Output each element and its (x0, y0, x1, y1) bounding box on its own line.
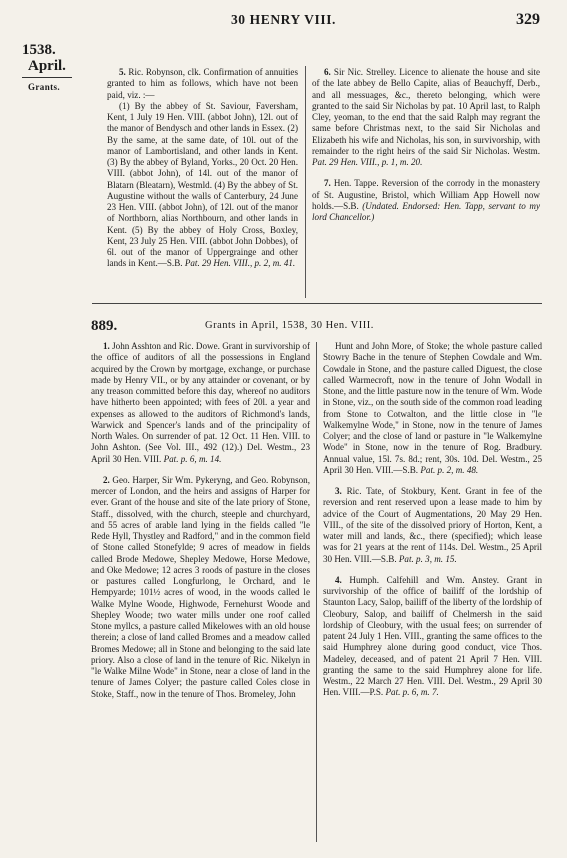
grant-entry (107, 101, 298, 270)
grant-entry (312, 178, 540, 223)
entry-number: 5. (119, 67, 126, 77)
entry-text: Ric. Tate, of Stokbury, Kent. Grant in fee of the reversion and rent reserved upon a lease made to him by advice of the Court of Augmentations, 20 May 29 Hen. VIII., of the site of the dissolved priory of Horton, Kent, a water mill and lands, &c., there (specified); which lease was for 21 years at the rent of 114s. Del. Westm., 25 April 30 Hen. VIII.—S.B. (323, 486, 542, 564)
entry-reference: Pat. p. 2, m. 48. (420, 464, 479, 475)
entry-text: John Asshton and Ric. Dowe. Grant in survivorship of the office of auditors of all the possessions in England acquired by the Crown by mortgage, exchange, or purchase made by Henry VII., or by any attainder or covenant, or by any treason committed before this day, whereof no auditors have hitherto been appointed; with fees of 20l. a year and expenses as allowed to the auditors of Richmond's lands, Warwick and Spencer's lands and of the principality of North Wales. On surrender of pat. 12 Oct. 11 Hen. VIII. to John Ashton. (See Vol. III., 492 (12).) Del. Westm., 23 April 30 Hen. VIII. (91, 341, 310, 464)
entry-gap (312, 168, 540, 178)
grant-entry (91, 475, 310, 700)
grant-entry (323, 341, 542, 476)
margin-section-label: Grants. (28, 82, 61, 92)
margin-year: 1538. (22, 42, 56, 58)
entry-text: Humph. Calfehill and Wm. Anstey. Grant in survivorship of the office of bailiff of the lordship of Staunton Lacy, Salop, bailiff of the liberty of the lordship of Cleobury, Salop, and bailiff of Chelmersh in the said lordship of Cleobury, with the usual fees; on surrender of patent 24 July 1 Hen. VIII., granting the same offices to the said Humphrey alone during good conduct, vice Thos. Madeley, deceased, and of patent 21 April 7 Hen. VIII. granting the same to the said Humphrey alone for life. Westm., 22 March 27 Hen. VIII. Del. Westm., 29 April 30 Hen. VIII.—P.S. (323, 574, 542, 698)
margin-month: April. (28, 58, 66, 74)
grant-entry (323, 575, 542, 699)
running-title: 30 HENRY VIII. (230, 12, 337, 27)
entry-text: (1) By the abbey of St. Saviour, Faversham, Kent, 1 July 19 Hen. VIII. (abbot John), 12l. out of the manor of Bendysch and other lands in Essex. (2) By the same, at the same date, of 10l. out of the manor of Lambortisland, and other lands in Kent. (3) By the abbey of Byland, Yorks., 20 Oct. 20 Hen. VIII. (abbot John), of 14l. out of the manor of Blatarn (Bleatarn), Westmld. (4) By the abbey of St. Augustine without the walls of Canterbury, 24 June 23 Hen. VIII. (abbot John), of 12l. out of the manor of Northborn, alias Northbourn, and other lands in Kent. (5) By the abbey of Holy Cross, Boxley, Kent, 23 July 25 Hen. VIII. (abbot John Dobbes), of 6l. out of the manor of Uppergrainge and other lands in Kent.—S.B. (107, 100, 298, 269)
page-header (0, 12, 567, 36)
grant-entry (107, 67, 298, 101)
entry-reference: Pat. p. 6, m. 14. (163, 453, 222, 464)
entry-gap (323, 565, 542, 575)
entry-gap (91, 465, 310, 475)
entry-text: Hunt and John More, of Stoke; the whole pasture called Stowry Bache in the tenure of Stephen Cowdale and Wm. Cowdale in Stone, and the pasture called Diguest, the close called Warmecroft, now in the tenure of John Wodall in Stone, and the little pasture now in the tenure of Wm. Wode in Stone, viz., on the south side of the common road leading from Stone to Cotwalton, and the little close in "le Walkemylne Wode," in Stone, now in the tenure of James Colyer; and the close of land or pasture in "le Walkemylne Wode" in Stone, now in the tenure of Rog. Bradbury. Annual value, 15l. 7s. 8d.; rent, 30s. 10d. Del. Westm., 25 April 30 Hen. VIII.—S.B. (323, 341, 542, 475)
entry-number: 7. (324, 178, 331, 189)
page-number: 329 (516, 11, 540, 28)
entry-text: Sir Nic. Strelley. Licence to alienate the house and site of the late abbey de Bello Capite, alias of Beauchyff, Derb., and all messuages, &c., thereto belonging, which were granted to the said Sir Nicholas by pat. 10 April last, to Ralph Cley, yeoman, to the end that the said Ralph may regrant the same before Christmas next, to the said Sir Nicholas and Elizabeth his wife and Nicholas, his son, in survivorship, with remainder to the right heirs of the said Sir Nicholas. Westm. (312, 67, 540, 156)
top-right-column (312, 67, 540, 223)
grant-entry (323, 486, 542, 565)
entry-reference: Pat. p. 3, m. 15. (398, 553, 457, 564)
entry-text: Geo. Harper, Sir Wm. Pykeryng, and Geo. Robynson, mercer of London, and the heirs and assigns of Harper for ever. Grant of the house and site of the late priory of Stone, Staff., dissolved, with the church, steeple and churchyard, and 55 acres of arable land lying in the fields called "le Rede Hyll, Thystley and Radford," and in the common field of Stone called Stonefylde; 9 acres of meadow in fields called Brode Medowe, Shepley Medowe, Horse Medowe, and Oke Medowe; 12 acres 3 roods of pasture in the closes or pastures called Longfurlong, le Orchard, and le Hempyarde; 101½ acres of wood, in the woods called le Walke Mylne Woode, Highwode, Fernehurst Woode and Shepley Woode; two water mills under one roof called Stone myllcs, a pasture called Mikelowes with an old house therein; a close of land called Bromes and a meadow called Bromes Medowe; all in Stone and belonging to the said late priory. Also a close of land in the tenure of Ric. Nikelyn in "le Walke Milne Wode" in Stone, near a close of land in the tenure of James Colyer; the pasture called Coles close in Stoke, Staff., now in the tenure of Thos. Bromeley, John (91, 474, 310, 699)
top-left-column (107, 67, 298, 270)
margin-rule (22, 77, 72, 78)
entry-number: 2. (103, 474, 110, 485)
entry-number: 1. (103, 341, 110, 351)
grant-entry (312, 67, 540, 168)
entry-gap (323, 476, 542, 486)
grant-entry (91, 341, 310, 465)
margin-notes (22, 42, 82, 92)
entry-text: Hen. Tappe. Reversion of the corrody in the monastery of St. Augustine, Bristol, which William App Howell now holds.—S.B. (312, 178, 540, 211)
entry-text: Ric. Robynson, clk. Confirmation of annuities granted to him as follows, which have not been paid, viz. :— (107, 67, 298, 100)
entry-number: 4. (335, 574, 342, 585)
entry-reference: Pat. 29 Hen. VIII., p. 2, m. 41. (184, 258, 296, 269)
section-number: 889. (91, 318, 118, 334)
entry-number: 6. (324, 67, 331, 77)
bottom-left-column (91, 341, 310, 700)
entry-reference: (Undated. Endorsed: Hen. Tapp, servant to my lord Chancellor.) (312, 200, 540, 222)
section-rule (92, 303, 542, 304)
bottom-right-column (323, 341, 542, 699)
entry-number: 3. (335, 486, 342, 496)
top-column-divider (305, 66, 306, 298)
entry-reference: Pat. p. 6, m. 7. (385, 687, 439, 698)
section-heading: Grants in April, 1538, 30 Hen. VIII. (205, 320, 374, 331)
entry-reference: Pat. 29 Hen. VIII., p. 1, m. 20. (312, 157, 423, 167)
bottom-column-divider (316, 342, 317, 842)
